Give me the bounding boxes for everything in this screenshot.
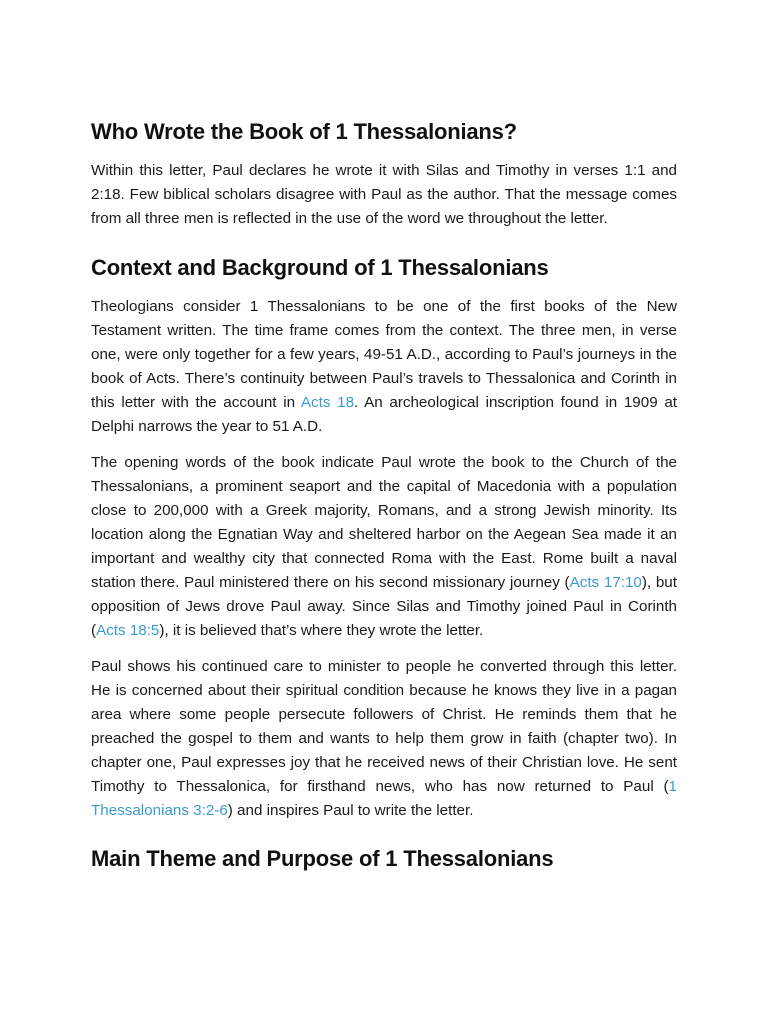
paragraph-text: ), but opposition of Jews drove Paul away. Since Silas and Timothy joined Paul in Corinth ( bbox=[91, 574, 677, 639]
paragraph-thessalonica bbox=[91, 451, 677, 643]
paragraph-text: . An archeological inscription found in 1909 at Delphi narrows the year to 51 A.D. bbox=[91, 394, 678, 435]
heading-who-wrote: Who Wrote the Book of 1 Thessalonians? bbox=[91, 119, 517, 144]
paragraph-authorship: Within this letter, Paul declares he wrote it with Silas and Timothy in verses 1:1 and 2:18. Few biblical scholars disagree with Paul as the author. That the message comes from all three men is reflected in the use of the word we throughout the letter. bbox=[91, 162, 677, 227]
link-1-thessalonians-3-2-6[interactable]: 1 Thessalonians 3:2-6 bbox=[91, 778, 677, 819]
document-page bbox=[91, 112, 677, 874]
paragraph-paul-care bbox=[91, 655, 677, 823]
link-acts-18[interactable]: Acts 18 bbox=[300, 394, 355, 411]
paragraph-text: Theologians consider 1 Thessalonians to be one of the first books of the New Testament written. The time frame comes from the context. The three men, in verse one, were only together for a few years, 49-51 A.D., according to Paul’s journeys in the book of Acts. There’s continuity between Paul’s travels to Thessalonica and Corinth in this letter with the account in bbox=[91, 298, 677, 411]
paragraph-time-frame bbox=[91, 295, 677, 439]
link-acts-17-10[interactable]: Acts 17:10 bbox=[569, 574, 642, 591]
link-acts-18-5[interactable]: Acts 18:5 bbox=[96, 622, 160, 639]
paragraph-text: Paul shows his continued care to minister to people he converted through this letter. He is concerned about their spiritual condition because he knows they live in a pagan area where some people persecute followers of Christ. He reminds them that he preached the gospel to them and wants to help them grow in faith (chapter two). In chapter one, Paul expresses joy that he received news of their Christian love. He sent Timothy to Thessalonica, for firsthand news, who has now returned to Paul ( bbox=[91, 658, 677, 795]
heading-context-background: Context and Background of 1 Thessalonians bbox=[91, 255, 549, 280]
heading-main-theme: Main Theme and Purpose of 1 Thessalonians bbox=[91, 846, 554, 871]
paragraph-text: The opening words of the book indicate Paul wrote the book to the Church of the Thessalonians, a prominent seaport and the capital of Macedonia with a population close to 200,000 with a Greek majority, Romans, and a strong Jewish minority. Its location along the Egnatian Way and sheltered harbor on the Aegean Sea made it an important and wealthy city that connected Roma with the East. Rome built a naval station there. Paul ministered there on his second missionary journey ( bbox=[91, 454, 677, 591]
paragraph-text: ) and inspires Paul to write the letter. bbox=[227, 802, 474, 819]
paragraph-text: ), it is believed that’s where they wrote the letter. bbox=[159, 622, 484, 639]
